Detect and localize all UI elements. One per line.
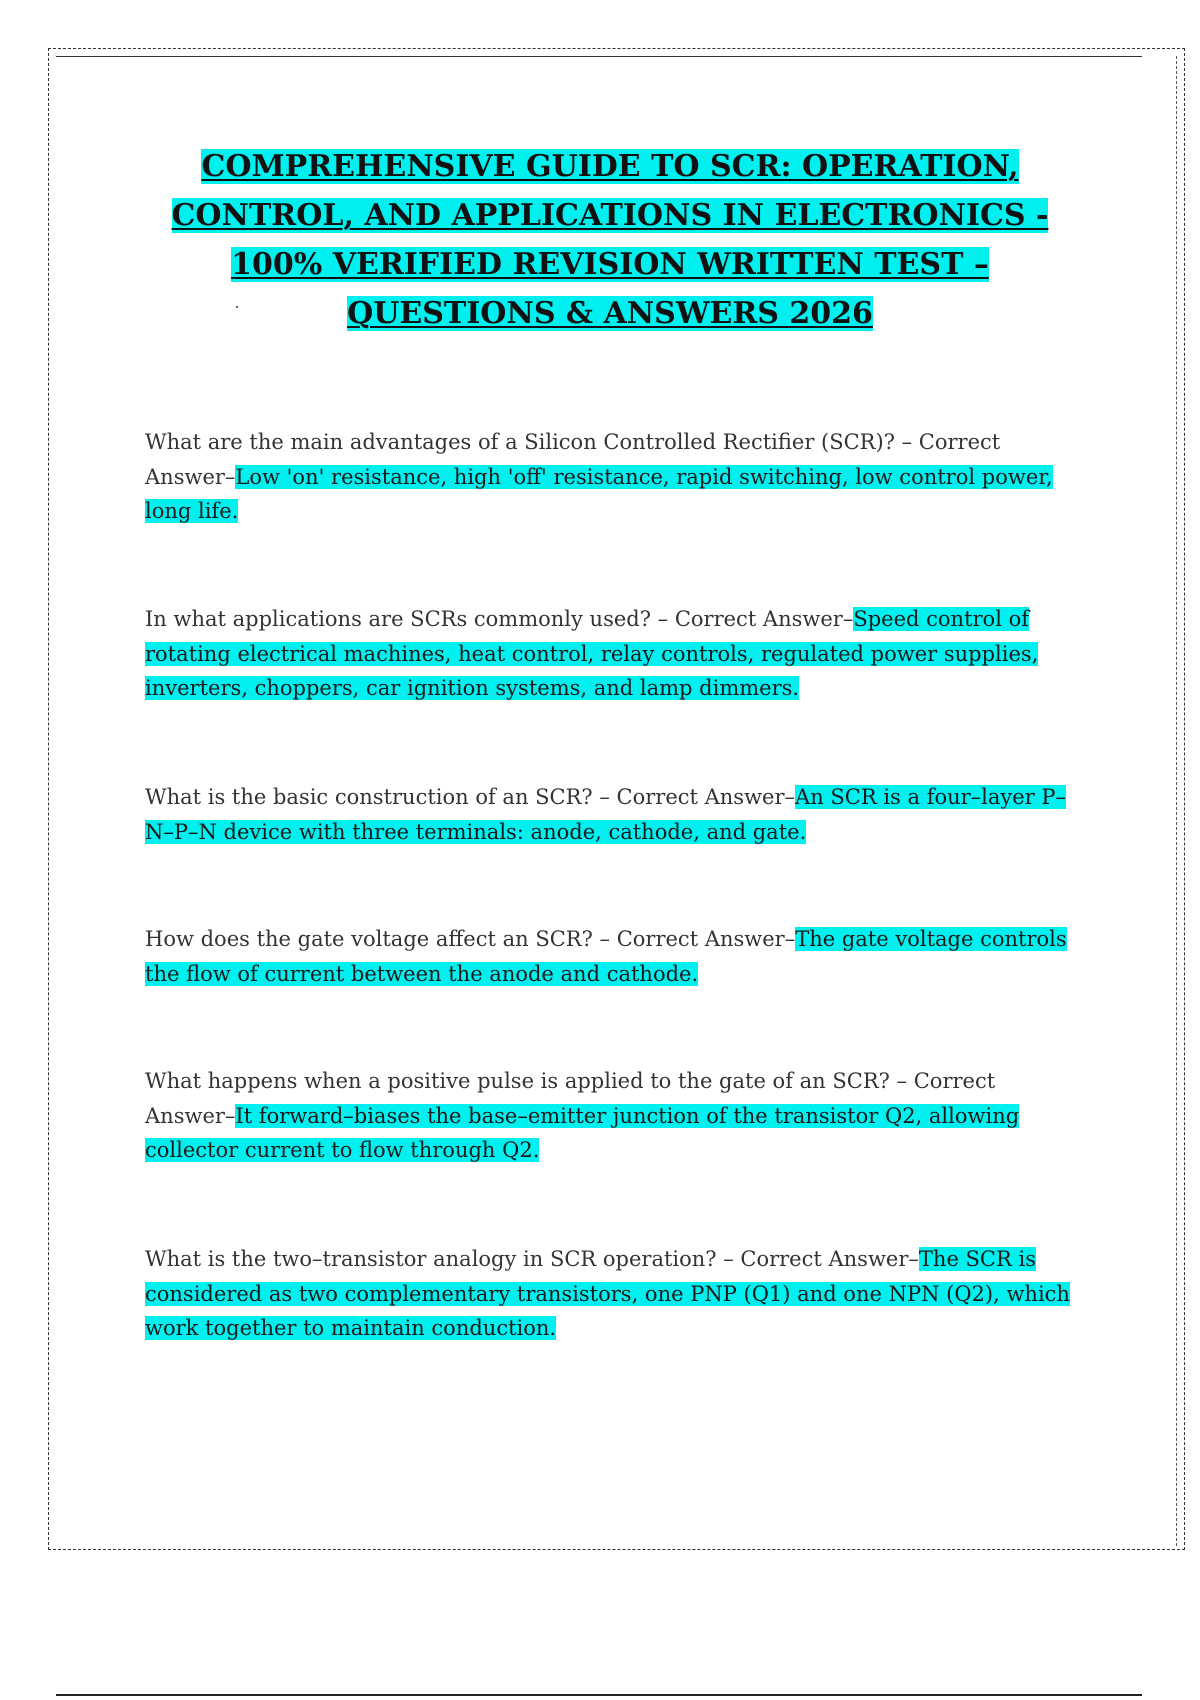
- page-border-top-rule: [56, 56, 1142, 57]
- answer-text: The SCR is considered as two complementary transistors, one PNP (Q1) and one NPN (Q2), which work together to maintain conduction.: [145, 1247, 1070, 1340]
- question-text: What happens when a positive pulse is applied to the gate of an SCR? – Correct Answer–: [145, 1069, 996, 1128]
- stray-dot: [236, 306, 238, 308]
- qa-item-positive-pulse: [145, 1064, 1090, 1168]
- document-title-text: COMPREHENSIVE GUIDE TO SCR: OPERATION, CONTROL, AND APPLICATIONS IN ELECTRONICS - 100% VERIFIED REVISION WRITTEN TEST – QUESTIONS & ANSWERS 2026: [171, 149, 1049, 331]
- qa-item-gate-voltage: [145, 922, 1090, 991]
- qa-item-applications: [145, 602, 1090, 706]
- page-bottom-rule: [56, 1694, 1142, 1696]
- qa-item-two-transistor-analogy: [145, 1242, 1090, 1346]
- answer-text: It forward–biases the base–emitter junction of the transistor Q2, allowing collector current to flow through Q2.: [145, 1103, 1020, 1162]
- answer-text: Speed control of rotating electrical machines, heat control, relay controls, regulated power supplies, inverters, choppers, car ignition systems, and lamp dimmers.: [145, 607, 1039, 700]
- question-text: What are the main advantages of a Silicon Controlled Rectifier (SCR)? – Correct Answer–: [145, 430, 1001, 489]
- answer-text: Low 'on' resistance, high 'off' resistance, rapid switching, low control power, long life.: [145, 464, 1053, 523]
- question-text: How does the gate voltage affect an SCR? – Correct Answer–: [145, 927, 796, 951]
- question-text: What is the basic construction of an SCR? – Correct Answer–: [145, 785, 796, 809]
- qa-item-advantages: [145, 425, 1090, 529]
- qa-item-construction: [145, 780, 1090, 849]
- document-title: [130, 142, 1090, 338]
- answer-text: An SCR is a four–layer P–N–P–N device with three terminals: anode, cathode, and gate.: [145, 785, 1067, 844]
- question-text: In what applications are SCRs commonly used? – Correct Answer–: [145, 607, 854, 631]
- question-text: What is the two–transistor analogy in SCR operation? – Correct Answer–: [145, 1247, 919, 1271]
- answer-text: The gate voltage controls the flow of current between the anode and cathode.: [145, 927, 1067, 986]
- page-border-right-rule: [1176, 56, 1177, 1546]
